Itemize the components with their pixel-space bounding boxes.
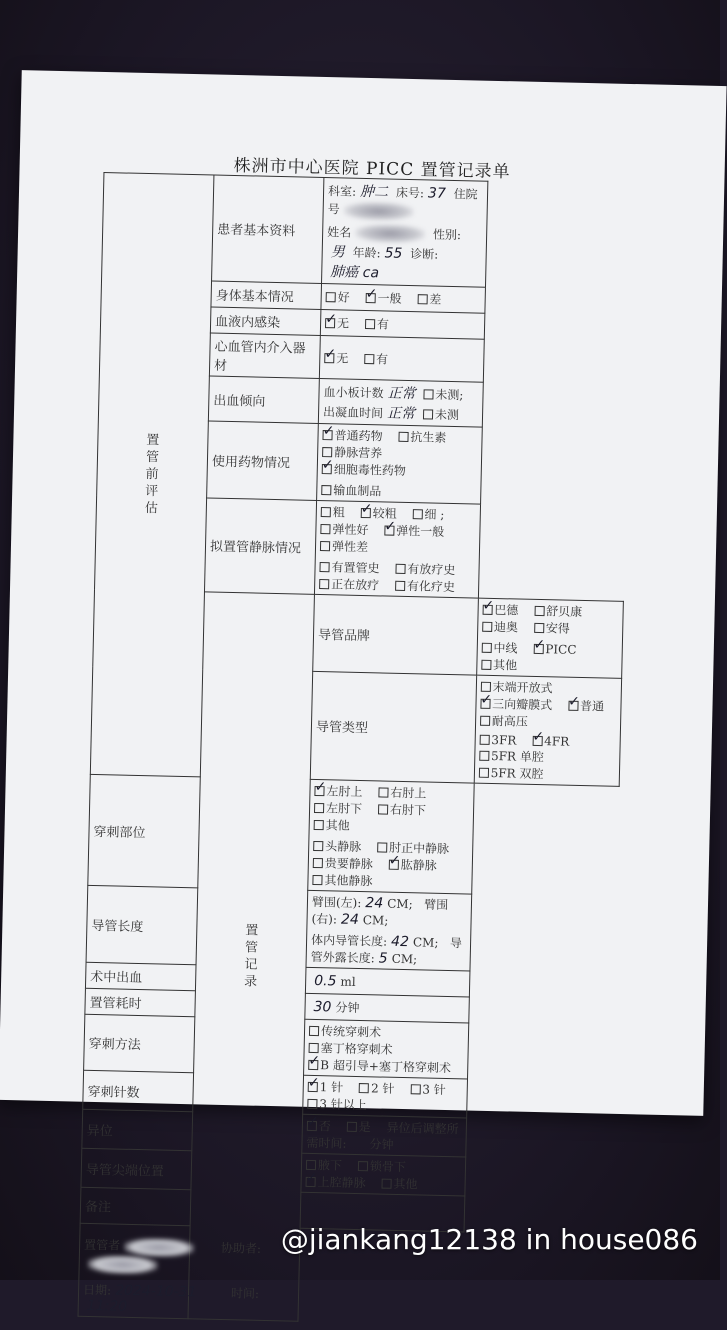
bleeding-info: 血小板计数 正常 未测; 出凝血时间 正常 未测: [318, 378, 483, 427]
remark-label: 备注: [80, 1187, 191, 1225]
median-cubital-checkbox[interactable]: 肘正中静脉: [377, 838, 449, 857]
drugs-options: [317, 423, 482, 504]
length-label: 导管长度: [86, 885, 198, 964]
axilla-checkbox[interactable]: 腋下: [306, 1156, 342, 1174]
cardiac-options: [319, 335, 484, 382]
bed-value: 37: [427, 185, 447, 202]
elastic-good-checkbox[interactable]: 弹性好: [320, 520, 368, 538]
record-table: [78, 172, 634, 1328]
bleeding-label: 出血倾向: [208, 376, 319, 423]
brand-options: [476, 598, 623, 678]
time-used-label: 置管耗时: [85, 988, 196, 1016]
section-record: 置 管 记 录: [188, 592, 314, 1321]
plt-untested-checkbox[interactable]: 未测;: [423, 385, 463, 403]
time-used-value: 30 分钟: [305, 993, 469, 1023]
vein-thick-checkbox[interactable]: 粗: [321, 503, 345, 521]
left-above-elbow-checkbox[interactable]: ✓左肘上: [314, 782, 362, 800]
body-normal-checkbox[interactable]: ✓ 一般: [365, 289, 401, 307]
elastic-poor-checkbox[interactable]: 弹性差: [320, 537, 368, 555]
elastic-normal-checkbox[interactable]: ✓ 弹性一般: [384, 521, 444, 539]
vein-label: 拟置管静脉情况: [204, 498, 316, 594]
vein-options: [314, 500, 480, 598]
drug-blood-checkbox[interactable]: 输血制品: [321, 481, 381, 499]
ultrasound-checkbox[interactable]: ✓B 超引导+塞丁格穿刺术: [308, 1056, 451, 1076]
valve-checkbox[interactable]: ✓三向瓣膜式: [480, 695, 552, 714]
cardiac-label: 心血管内介入器材: [209, 333, 320, 378]
coag-untested-checkbox[interactable]: 未测: [423, 405, 459, 423]
midline-checkbox[interactable]: 中线: [481, 639, 517, 657]
open-end-checkbox[interactable]: 末端开放式: [480, 678, 552, 697]
traditional-checkbox[interactable]: 传统穿刺术: [309, 1022, 381, 1041]
right-below-elbow-checkbox[interactable]: 右肘下: [378, 800, 426, 818]
brand-other-checkbox[interactable]: 其他: [481, 656, 517, 674]
cardiac-no-checkbox[interactable]: ✓无: [324, 349, 348, 367]
blood-infection-options: [320, 309, 484, 339]
method-options: [304, 1019, 469, 1079]
history-catheter-checkbox[interactable]: 有置管史: [319, 558, 379, 576]
redacted-name: [355, 224, 425, 244]
other-vein-checkbox[interactable]: 其他静脉: [312, 871, 372, 889]
needles-label: 穿刺针数: [83, 1070, 194, 1111]
high-pressure-checkbox[interactable]: 耐高压: [480, 712, 528, 730]
drug-nutrition-checkbox[interactable]: 静脉营养: [322, 443, 382, 461]
5fr-double-checkbox[interactable]: 5FR 双腔: [478, 764, 543, 782]
4fr-checkbox[interactable]: ✓ 4FR: [532, 734, 569, 749]
picc-checkbox[interactable]: ✓ PICC: [533, 642, 576, 657]
patient-info: 科室: 肿二 床号: 37 住院号 姓名 性别:男 年龄: 55 诊断:肺癌 ca: [322, 178, 488, 288]
displace-label: 异位: [82, 1109, 193, 1150]
type-label: 导管类型: [310, 671, 476, 783]
seldinger-checkbox[interactable]: 塞丁格穿刺术: [308, 1039, 392, 1058]
tip-options: [301, 1153, 466, 1196]
section-pre-assessment: 置 管 前 评 估: [90, 173, 214, 777]
brand-bard-checkbox[interactable]: ✓巴德: [482, 601, 518, 619]
drug-cytotoxic-checkbox[interactable]: ✓细胞毒性药物: [322, 460, 406, 479]
redacted-inpatient: [343, 201, 413, 221]
needle-1-checkbox[interactable]: ✓ 1 针: [308, 1078, 344, 1096]
standard-checkbox[interactable]: ✓ 普通: [568, 697, 604, 715]
redacted-operator: [124, 1237, 194, 1257]
vein-medium-checkbox[interactable]: ✓ 较粗: [360, 504, 396, 522]
blood-infection-label: 血液内感染: [210, 307, 321, 335]
blood-infection-no-checkbox[interactable]: ✓ 无: [325, 314, 349, 332]
displace-yes-checkbox[interactable]: 是: [347, 1118, 371, 1136]
body-poor-checkbox[interactable]: 差: [417, 290, 441, 308]
site-label: 穿刺部位: [88, 774, 200, 887]
displace-options: ✓ 否 是 异位后调整所需时间: 分钟: [302, 1114, 467, 1157]
vein-thin-checkbox[interactable]: 细 ;: [412, 505, 444, 523]
svc-checkbox[interactable]: ✓上腔静脉: [305, 1173, 365, 1191]
bleed-op-value: 0.5 ml: [305, 967, 469, 997]
history-radio-checkbox[interactable]: 有放疗史: [395, 560, 455, 578]
drug-antibiotic-checkbox[interactable]: 抗生素: [398, 428, 446, 446]
form-title: 株洲市中心医院 PICC 置管记录单: [233, 155, 511, 183]
drugs-label: 使用药物情况: [207, 421, 319, 500]
blood-infection-yes-checkbox[interactable]: 有: [365, 315, 389, 333]
redacted-assistant: [88, 1254, 158, 1274]
watermark: @jiankang12138 in house086: [280, 1223, 698, 1256]
right-above-elbow-checkbox[interactable]: 右肘上: [378, 783, 426, 801]
brachial-checkbox[interactable]: ✓ 肱静脉: [389, 856, 437, 874]
site-options: [308, 779, 474, 894]
method-label: 穿刺方法: [84, 1014, 195, 1072]
signature-block: 置管者 协助者: 日期: 2024-10-31 时间:11:20: [78, 1223, 300, 1320]
needle-3-checkbox[interactable]: 3 针: [410, 1080, 446, 1098]
brand-label: 导管品牌: [313, 594, 478, 675]
bleed-op-label: 术中出血: [85, 962, 196, 990]
brand-dior-checkbox[interactable]: 迪奥: [482, 618, 518, 636]
patient-label: 患者基本资料: [212, 175, 324, 283]
basilic-checkbox[interactable]: 贵要静脉: [313, 854, 373, 872]
tip-other-checkbox[interactable]: 其他: [381, 1175, 417, 1193]
history-chemo-checkbox[interactable]: 有化疗史: [395, 577, 455, 595]
dept-value: 肿二: [359, 183, 389, 201]
needle-2-checkbox[interactable]: 2 针: [359, 1079, 395, 1097]
site-other-checkbox[interactable]: 其他: [314, 816, 350, 834]
time-value: 11:20: [86, 1297, 128, 1315]
needles-options: [303, 1075, 468, 1118]
cardiac-yes-checkbox[interactable]: 有: [364, 349, 388, 367]
current-radio-checkbox[interactable]: 正在放疗: [319, 575, 379, 593]
3fr-checkbox[interactable]: 3FR: [479, 733, 516, 748]
drug-normal-checkbox[interactable]: ✓普通药物: [322, 426, 382, 444]
body-options: [321, 283, 485, 313]
body-label: 身体基本情况: [211, 281, 322, 309]
left-below-elbow-checkbox[interactable]: 左肘下: [314, 799, 362, 817]
length-info: 臂围(左): 24 CM; 臂围(右): 24 CM; 体内导管长度: 42 CM; 导管外露长度: 5 CM;: [306, 890, 471, 971]
tip-label: 导管尖端位置: [81, 1148, 192, 1189]
type-options: [474, 675, 622, 786]
body-good-checkbox[interactable]: 好: [326, 288, 350, 306]
date-value: 2024-10-31: [114, 1282, 197, 1300]
cephalic-checkbox[interactable]: 头静脉: [313, 837, 361, 855]
displace-no-checkbox[interactable]: ✓ 否: [307, 1117, 331, 1135]
subclavian-checkbox[interactable]: 锁骨下: [358, 1157, 406, 1175]
brand-ande-checkbox[interactable]: 安得: [534, 619, 570, 637]
needle-3plus-checkbox[interactable]: 3 针以上: [307, 1095, 367, 1113]
5fr-single-checkbox[interactable]: 5FR 单腔: [479, 747, 544, 765]
brand-sbk-checkbox[interactable]: 舒贝康: [534, 602, 582, 620]
